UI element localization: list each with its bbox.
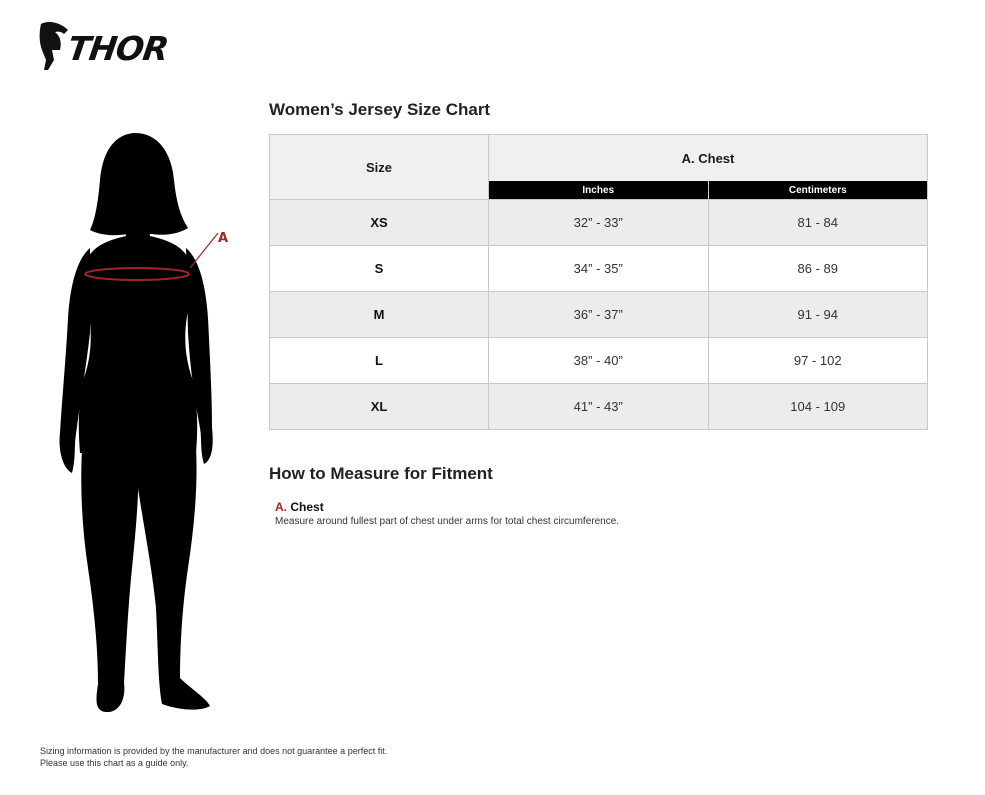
inches-subheader: Inches xyxy=(489,181,709,200)
how-to-measure-title: How to Measure for Fitment xyxy=(269,464,493,483)
table-row xyxy=(270,246,928,292)
measure-item-letter: A. xyxy=(275,500,287,514)
cm-cell: 81 - 84 xyxy=(708,200,928,246)
table-row xyxy=(270,338,928,384)
chest-pointer-line xyxy=(190,233,218,268)
size-chart-table xyxy=(269,134,928,430)
inches-cell: 32” - 33” xyxy=(489,200,709,246)
chest-group-header: A. Chest xyxy=(489,135,928,182)
size-cell: XS xyxy=(270,200,489,246)
size-cell: XL xyxy=(270,384,489,430)
thor-logo[interactable] xyxy=(38,20,198,72)
size-column-header: Size xyxy=(270,135,489,200)
inches-cell: 34” - 35” xyxy=(489,246,709,292)
table-row xyxy=(270,292,928,338)
disclaimer-line-1: Sizing information is provided by the manufacturer and does not guarantee a perfect fit. xyxy=(40,746,388,756)
centimeters-subheader: Centimeters xyxy=(708,181,928,200)
size-cell: S xyxy=(270,246,489,292)
woman-silhouette-diagram xyxy=(40,128,240,718)
cm-cell: 91 - 94 xyxy=(708,292,928,338)
figure-body xyxy=(60,133,213,712)
measure-item-chest xyxy=(275,500,619,527)
cm-cell: 86 - 89 xyxy=(708,246,928,292)
inches-cell: 41” - 43” xyxy=(489,384,709,430)
size-chart-title: Women’s Jersey Size Chart xyxy=(269,100,491,119)
cm-cell: 104 - 109 xyxy=(708,384,928,430)
measure-item-description: Measure around fullest part of chest under arms for total chest circumference. xyxy=(275,516,620,527)
disclaimer-line-2: Please use this chart as a guide only. xyxy=(40,758,189,768)
disclaimer xyxy=(40,745,387,769)
table-row xyxy=(270,200,928,246)
table-row xyxy=(270,384,928,430)
size-cell: M xyxy=(270,292,489,338)
size-cell: L xyxy=(270,338,489,384)
inches-cell: 36” - 37” xyxy=(489,292,709,338)
inches-cell: 38” - 40” xyxy=(489,338,709,384)
cm-cell: 97 - 102 xyxy=(708,338,928,384)
thor-wordmark: THOR xyxy=(65,29,171,68)
chest-marker-label: A xyxy=(218,231,229,246)
measure-item-name: Chest xyxy=(290,500,324,514)
measure-item-label xyxy=(275,500,619,514)
